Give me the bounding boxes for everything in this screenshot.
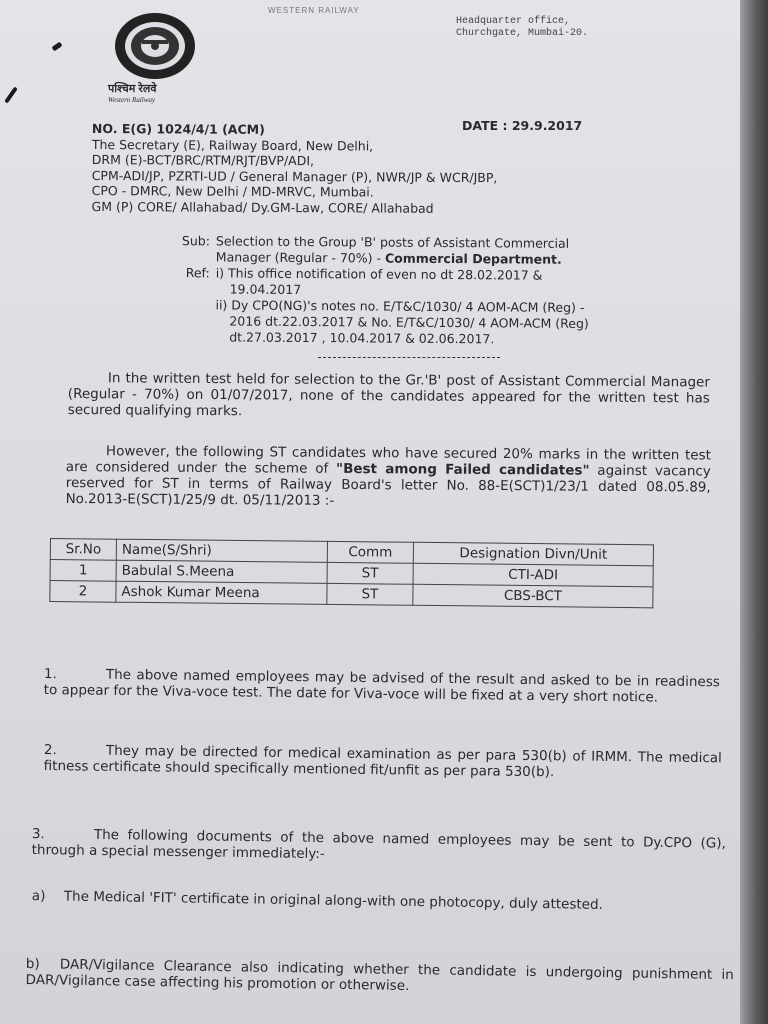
subject-line-2: Manager (Regular - 70%) - bbox=[215, 249, 386, 266]
cell-designation: CBS-BCT bbox=[413, 584, 653, 608]
col-header: Name(S/Shri) bbox=[116, 539, 327, 562]
cell-name: Babulal S.Meena bbox=[116, 560, 327, 583]
letter-date: DATE : 29.9.2017 bbox=[462, 118, 583, 133]
addressee-line: The Secretary (E), Railway Board, New Delhi, bbox=[91, 136, 374, 154]
railway-name-english: Western Railway bbox=[108, 96, 155, 104]
point-2 bbox=[44, 742, 722, 782]
col-header: Comm bbox=[327, 541, 413, 563]
written-test-paragraph: In the written test held for selection to the Gr.'B' post of Assistant Commercial Manager (Regular - 70%) on 01/07/2017, none of the candidates appeared for the written test has secured qualifying marks. bbox=[67, 370, 710, 420]
subject-line-1: Selection to the Group 'B' posts of Assistant Commercial bbox=[215, 233, 570, 251]
separator-line bbox=[318, 357, 500, 358]
cell-name: Ashok Kumar Meena bbox=[116, 581, 327, 604]
point-text: The Medical 'FIT' certificate in original along-with one photocopy, duly attested. bbox=[63, 888, 604, 913]
however-text-cont: against vacancy reserved for ST in terms of Railway Board's letter No. 88-E(SCT)1/23/1 dated 08.05.89, No.2013-E(SCT)1/25/9 dt. 05/11/2013 :- bbox=[65, 462, 711, 509]
point-text: DAR/Vigilance Clearance also indicating whether the candidate is undergoing punishment in DAR/Vigilance case affecting his promotion or otherwise. bbox=[25, 956, 734, 995]
however-text: However, the following ST candidates who have secured 20% marks in the written test are considered under the scheme of bbox=[65, 443, 711, 477]
cell-designation: CTI-ADI bbox=[413, 563, 653, 587]
best-among-failed-text: "Best among Failed candidates" bbox=[336, 460, 590, 479]
candidates-table bbox=[49, 538, 654, 608]
reference-line: 2016 dt.22.03.2017 & No. E/T&C/1030/ 4 AOM-ACM (Reg) bbox=[229, 313, 589, 331]
point-label: a) bbox=[31, 888, 46, 905]
point-b bbox=[25, 956, 733, 999]
reference-line: 19.04.2017 bbox=[229, 281, 302, 297]
col-header: Sr.No bbox=[50, 539, 116, 561]
pen-mark bbox=[51, 42, 62, 52]
however-paragraph bbox=[66, 443, 711, 512]
letter-number: NO. E(G) 1024/4/1 (ACM) bbox=[91, 121, 265, 137]
point-text: They may be directed for medical examination as per para 530(b) of IRMM. The medical fitness certificate should specifically mentioned fit/unfit as per para 530(b). bbox=[43, 742, 722, 781]
cell-comm: ST bbox=[327, 562, 413, 584]
addressee-line: CPO - DMRC, New Delhi / MD-MRVC, Mumbai. bbox=[91, 183, 374, 200]
cell-comm: ST bbox=[327, 583, 413, 605]
addressee-block bbox=[92, 121, 498, 217]
reference-line: dt.27.03.2017 , 10.04.2017 & 02.06.2017. bbox=[229, 329, 495, 347]
point-label: b) bbox=[25, 956, 40, 973]
point-number: 3. bbox=[31, 826, 45, 843]
page-edge-shadow bbox=[740, 0, 768, 1024]
col-header: Designation Divn/Unit bbox=[413, 542, 653, 566]
point-number: 2. bbox=[43, 742, 57, 759]
subject-department: Commercial Department. bbox=[384, 250, 562, 267]
point-1 bbox=[44, 666, 720, 706]
point-text: The following documents of the above named employees may be sent to Dy.CPO (G), through a special messenger immediately:- bbox=[31, 826, 726, 863]
subject-label: Sub: bbox=[181, 233, 210, 249]
header-faint-text: WESTERN RAILWAY bbox=[268, 6, 360, 15]
hq-line: Headquarter office, bbox=[456, 16, 571, 27]
point-3 bbox=[32, 826, 726, 868]
railway-emblem-logo bbox=[112, 12, 198, 82]
railway-name-hindi: पश्चिम रेलवे bbox=[108, 83, 157, 95]
point-text: The above named employees may be advised of the result and asked to be in readiness to appear for the Viva-voce test. The date for Viva-voce will be fixed at a very short notice. bbox=[43, 666, 720, 706]
reference-line: i) This office notification of even no dt 28.02.2017 & bbox=[215, 265, 543, 283]
subject-reference-block bbox=[159, 233, 660, 348]
hq-address bbox=[456, 16, 588, 40]
addressee-line: CPM-ADI/JP, PZRTI-UD / General Manager (P), NWR/JP & WCR/JBP, bbox=[91, 167, 498, 185]
hq-line: Churchgate, Mumbai-20. bbox=[456, 28, 589, 39]
addressee-line: GM (P) CORE/ Allahabad/ Dy.GM-Law, CORE/ Allahabad bbox=[91, 198, 434, 216]
reference-line: ii) Dy CPO(NG)'s notes no. E/T&C/1030/ 4 AOM-ACM (Reg) - bbox=[215, 297, 585, 315]
pen-mark bbox=[4, 86, 18, 103]
reference-label: Ref: bbox=[185, 265, 210, 281]
addressee-line: DRM (E)-BCT/BRC/RTM/RJT/BVP/ADI, bbox=[91, 152, 315, 169]
point-number: 1. bbox=[43, 666, 57, 683]
cell-srno: 1 bbox=[50, 560, 116, 582]
point-a bbox=[32, 888, 730, 915]
cell-srno: 2 bbox=[50, 581, 116, 603]
